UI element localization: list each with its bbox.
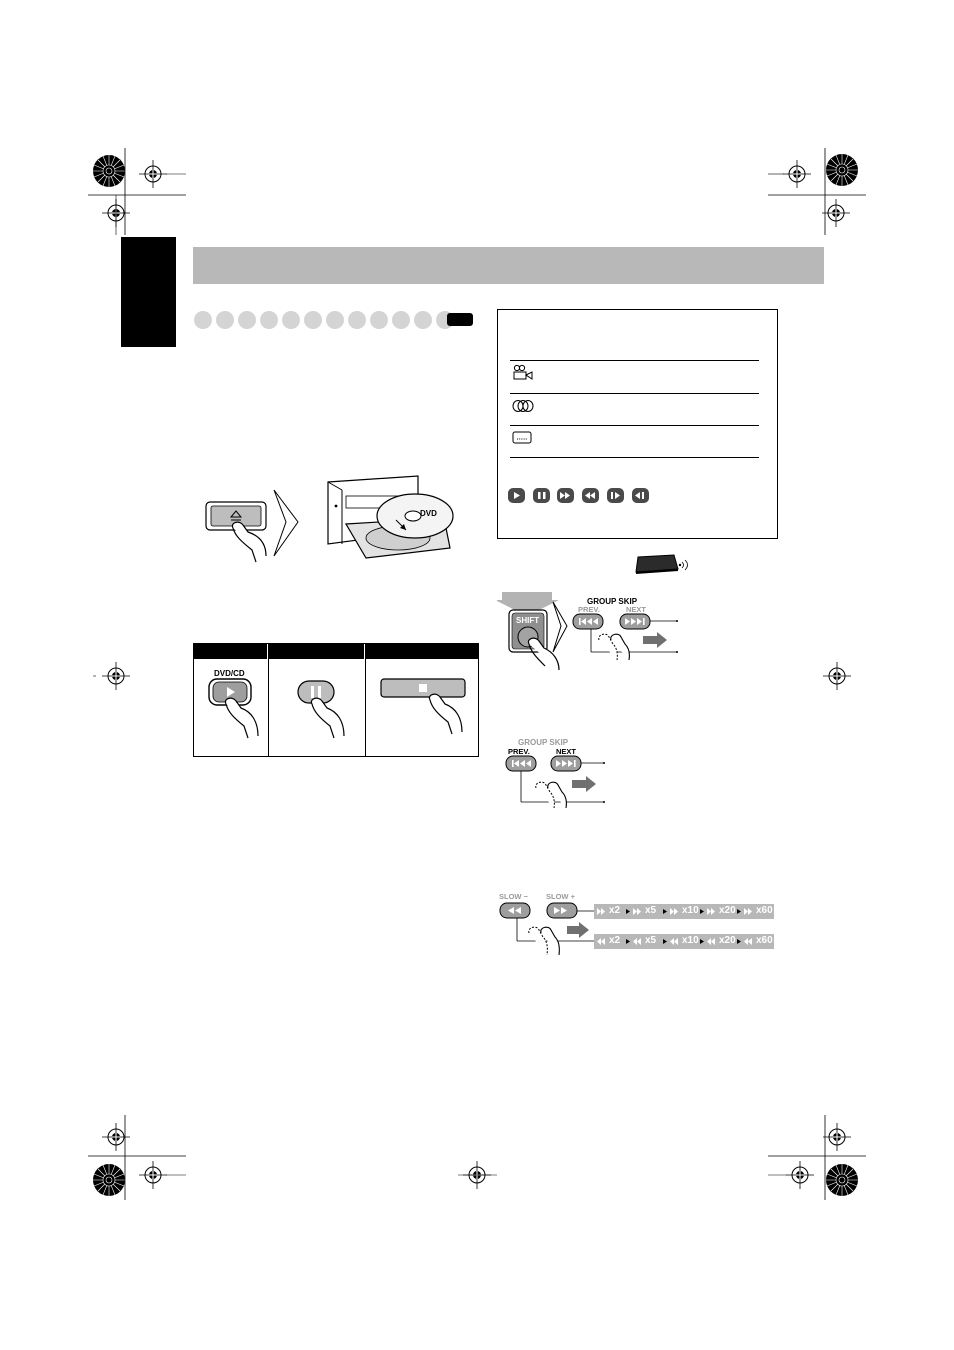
info-divider bbox=[510, 457, 759, 458]
reverse-speed-x2: x2 bbox=[609, 935, 621, 946]
reverse-speed-row bbox=[594, 934, 774, 949]
reverse-arrows bbox=[594, 934, 774, 949]
step-forward-icon bbox=[607, 488, 624, 503]
slow-minus-label: SLOW − bbox=[499, 892, 528, 901]
slow-plus-label: SLOW + bbox=[546, 892, 575, 901]
camera-angle-icon bbox=[511, 364, 535, 382]
play-icon bbox=[508, 488, 525, 503]
next-label: NEXT bbox=[626, 605, 647, 614]
step-back-icon bbox=[632, 488, 649, 503]
reverse-speed-x5: x5 bbox=[645, 935, 657, 946]
prev-label: PREV. bbox=[508, 747, 530, 756]
next-label: NEXT bbox=[556, 747, 577, 756]
info-divider bbox=[510, 393, 759, 394]
remote-control-icon bbox=[630, 553, 694, 577]
forward-speed-x60: x60 bbox=[756, 905, 773, 916]
stop-icon bbox=[419, 684, 427, 692]
stop-button[interactable] bbox=[376, 676, 476, 746]
forward-speed-x20: x20 bbox=[719, 905, 736, 916]
play-button[interactable] bbox=[200, 676, 266, 746]
reverse-speed-x20: x20 bbox=[719, 935, 736, 946]
transport-icons-row bbox=[506, 487, 656, 505]
controls-table-header bbox=[194, 644, 478, 659]
forward-speed-x2: x2 bbox=[609, 905, 621, 916]
reverse-speed-x60: x60 bbox=[756, 935, 773, 946]
dvd-cd-label: DVD/CD bbox=[214, 669, 245, 678]
side-tab bbox=[121, 237, 176, 347]
group-skip-label: GROUP SKIP bbox=[518, 738, 569, 747]
skip-diagram bbox=[500, 750, 620, 812]
info-divider bbox=[510, 425, 759, 426]
header-bar bbox=[193, 247, 824, 284]
info-divider bbox=[510, 360, 759, 361]
subtitle-icon bbox=[512, 431, 534, 445]
forward-speed-x5: x5 bbox=[645, 905, 657, 916]
forward-speed-row bbox=[594, 904, 774, 919]
pause-icon bbox=[533, 488, 550, 503]
prev-label: PREV. bbox=[578, 605, 600, 614]
section-badge bbox=[447, 313, 473, 326]
audio-icon bbox=[511, 399, 535, 413]
svg-text:DVD: DVD bbox=[420, 509, 437, 518]
eject-illustration bbox=[200, 470, 475, 570]
pause-button[interactable] bbox=[290, 676, 356, 746]
section-dot-rule bbox=[190, 308, 480, 334]
shift-label: SHIFT bbox=[516, 616, 540, 625]
reverse-speed-x10: x10 bbox=[682, 935, 699, 946]
forward-arrows bbox=[594, 904, 774, 919]
group-skip-label: GROUP SKIP bbox=[587, 597, 638, 606]
fast-forward-icon bbox=[557, 488, 574, 503]
rewind-icon bbox=[582, 488, 599, 503]
forward-speed-x10: x10 bbox=[682, 905, 699, 916]
